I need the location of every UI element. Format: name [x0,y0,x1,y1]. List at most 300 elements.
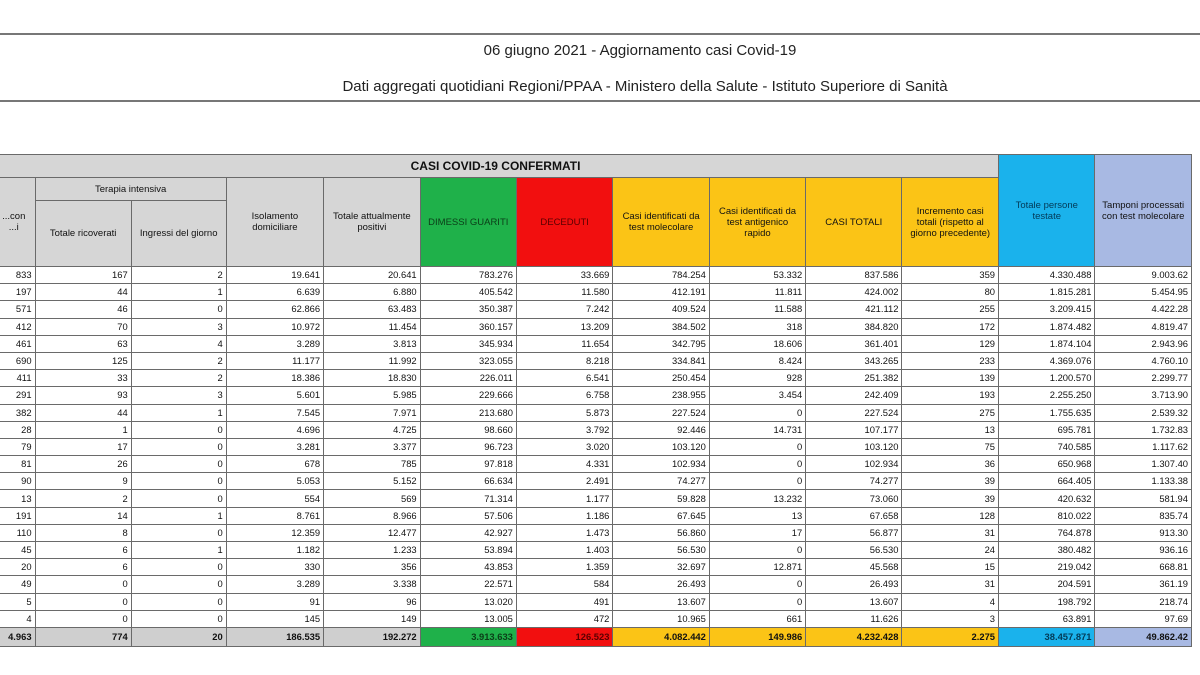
table-cell: 1.186 [516,507,613,524]
table-cell: 409.524 [613,301,709,318]
table-cell: 4.331 [516,456,613,473]
table-cell: 5.053 [226,473,323,490]
table-cell: 928 [709,370,805,387]
col-header-persone-testate: Totale persone testate [999,155,1095,267]
table-cell: 661 [709,610,805,627]
table-cell: 4 [902,593,999,610]
table-cell: 650.968 [999,456,1095,473]
table-cell: 57.506 [420,507,516,524]
table-cell: 7.242 [516,301,613,318]
table-cell: 14.731 [709,421,805,438]
total-cell: 192.272 [324,627,421,646]
table-cell: 1.403 [516,542,613,559]
table-cell: 93 [35,387,131,404]
table-cell: 1.874.104 [999,335,1095,352]
table-cell: 4.819.47 [1095,318,1192,335]
total-cell: 49.862.42 [1095,627,1192,646]
table-cell: 342.795 [613,335,709,352]
table-cell: 0 [131,438,226,455]
table-cell: 67.658 [806,507,902,524]
table-cell: 18.606 [709,335,805,352]
table-cell: 350.387 [420,301,516,318]
table-cell: 412 [0,318,35,335]
table-cell: 569 [324,490,421,507]
table-cell: 11.454 [324,318,421,335]
table-cell: 10.972 [226,318,323,335]
table-cell: 15 [902,559,999,576]
table-cell: 26.493 [806,576,902,593]
table-cell: 28 [0,421,35,438]
table-cell: 110 [0,524,35,541]
table-cell: 17 [709,524,805,541]
table-cell: 36 [902,456,999,473]
table-cell: 345.934 [420,335,516,352]
table-cell: 56.530 [806,542,902,559]
table-cell: 2.539.32 [1095,404,1192,421]
table-cell: 19.641 [226,267,323,284]
table-row [0,542,1192,559]
table-cell: 66.634 [420,473,516,490]
table-cell: 7.971 [324,404,421,421]
table-cell: 740.585 [999,438,1095,455]
table-cell: 2.255.250 [999,387,1095,404]
total-cell: 774 [35,627,131,646]
table-cell: 810.022 [999,507,1095,524]
table-cell: 783.276 [420,267,516,284]
table-cell: 1 [131,404,226,421]
table-cell: 80 [902,284,999,301]
col-header-attualmente-positivi: Totale attualmente positivi [324,178,421,267]
table-cell: 1.233 [324,542,421,559]
table-cell: 0 [131,301,226,318]
table-cell: 3.813 [324,335,421,352]
table-cell: 45.568 [806,559,902,576]
table-row [0,507,1192,524]
table-cell: 584 [516,576,613,593]
table-cell: 359 [902,267,999,284]
table-cell: 421.112 [806,301,902,318]
table-cell: 56.530 [613,542,709,559]
table-cell: 44 [35,284,131,301]
table-cell: 43.853 [420,559,516,576]
table-cell: 343.265 [806,352,902,369]
table-cell: 330 [226,559,323,576]
table-cell: 291 [0,387,35,404]
table-row [0,421,1192,438]
table-cell: 0 [709,542,805,559]
table-cell: 125 [35,352,131,369]
table-cell: 3.209.415 [999,301,1095,318]
col-header-first: ...con ...i [0,178,35,267]
page-title: 06 giugno 2021 - Aggiornamento casi Covid-19 [483,42,797,59]
table-cell: 1.307.40 [1095,456,1192,473]
col-header-tamponi-molecolare: Tamponi processati con test molecolare [1095,155,1192,267]
table-cell: 3 [131,387,226,404]
table-cell: 275 [902,404,999,421]
table-cell: 81 [0,456,35,473]
table-cell: 233 [902,352,999,369]
table-cell: 2 [131,370,226,387]
table-cell: 218.74 [1095,593,1192,610]
table-cell: 14 [35,507,131,524]
table-cell: 5.873 [516,404,613,421]
table-cell: 4.696 [226,421,323,438]
total-cell: 2.275 [902,627,999,646]
table-cell: 6.758 [516,387,613,404]
table-cell: 0 [131,456,226,473]
table-cell: 10.965 [613,610,709,627]
table-cell: 0 [131,576,226,593]
table-cell: 4.369.076 [999,352,1095,369]
table-cell: 424.002 [806,284,902,301]
table-cell: 31 [902,524,999,541]
table-cell: 9.003.62 [1095,267,1192,284]
table-cell: 1 [131,507,226,524]
table-cell: 1 [131,542,226,559]
table-cell: 13.607 [613,593,709,610]
table-cell: 0 [35,593,131,610]
table-cell: 167 [35,267,131,284]
table-cell: 13.209 [516,318,613,335]
table-cell: 26 [35,456,131,473]
table-cell: 5.454.95 [1095,284,1192,301]
table-cell: 56.877 [806,524,902,541]
table-cell: 11.654 [516,335,613,352]
table-cell: 70 [35,318,131,335]
table-cell: 79 [0,438,35,455]
total-cell: 20 [131,627,226,646]
table-cell: 6 [35,559,131,576]
table-cell: 238.955 [613,387,709,404]
table-cell: 12.871 [709,559,805,576]
table-cell: 90 [0,473,35,490]
table-row [0,284,1192,301]
table-cell: 197 [0,284,35,301]
table-row [0,267,1192,284]
table-row [0,473,1192,490]
table-cell: 39 [902,473,999,490]
table-cell: 695.781 [999,421,1095,438]
table-cell: 33.669 [516,267,613,284]
table-cell: 255 [902,301,999,318]
covid-data-table [0,154,1192,647]
table-cell: 103.120 [613,438,709,455]
table-cell: 128 [902,507,999,524]
table-cell: 1.732.83 [1095,421,1192,438]
total-cell: 4.963 [0,627,35,646]
table-cell: 318 [709,318,805,335]
table-cell: 92.446 [613,421,709,438]
table-cell: 0 [131,473,226,490]
table-cell: 13.020 [420,593,516,610]
table-row [0,610,1192,627]
table-cell: 45 [0,542,35,559]
table-cell: 2.491 [516,473,613,490]
table-cell: 1 [131,284,226,301]
table-cell: 0 [131,593,226,610]
table-row [0,456,1192,473]
total-cell: 4.082.442 [613,627,709,646]
table-cell: 26.493 [613,576,709,593]
table-cell: 913.30 [1095,524,1192,541]
table-cell: 3.281 [226,438,323,455]
table-cell: 0 [709,404,805,421]
table-cell: 42.927 [420,524,516,541]
table-cell: 833 [0,267,35,284]
table-cell: 20 [0,559,35,576]
col-header-casi-totali: CASI TOTALI [806,178,902,267]
col-header-ingressi: Ingressi del giorno [131,201,226,267]
table-row [0,593,1192,610]
table-cell: 936.16 [1095,542,1192,559]
table-cell: 13.005 [420,610,516,627]
table-cell: 31 [902,576,999,593]
col-header-casi-antigenico: Casi identificati da test antigenico rapido [709,178,805,267]
table-cell: 74.277 [806,473,902,490]
table-cell: 8 [35,524,131,541]
table-cell: 63 [35,335,131,352]
table-cell: 39 [902,490,999,507]
table-row [0,404,1192,421]
table-cell: 46 [35,301,131,318]
table-cell: 63.891 [999,610,1095,627]
table-cell: 384.820 [806,318,902,335]
table-cell: 5.152 [324,473,421,490]
total-cell: 38.457.871 [999,627,1095,646]
table-cell: 3.454 [709,387,805,404]
table-cell: 0 [709,593,805,610]
table-cell: 0 [131,610,226,627]
table-cell: 4 [131,335,226,352]
table-cell: 380.482 [999,542,1095,559]
col-header-casi-molecolare: Casi identificati da test molecolare [613,178,709,267]
table-cell: 384.502 [613,318,709,335]
table-cell: 242.409 [806,387,902,404]
table-cell: 103.120 [806,438,902,455]
table-cell: 13.232 [709,490,805,507]
table-cell: 107.177 [806,421,902,438]
table-cell: 361.401 [806,335,902,352]
table-cell: 3.713.90 [1095,387,1192,404]
table-row [0,576,1192,593]
total-cell: 3.913.633 [420,627,516,646]
table-cell: 323.055 [420,352,516,369]
table-cell: 2 [131,352,226,369]
table-cell: 17 [35,438,131,455]
table-row [0,438,1192,455]
table-cell: 56.860 [613,524,709,541]
totals-row [0,627,1192,646]
table-cell: 835.74 [1095,507,1192,524]
table-cell: 13 [0,490,35,507]
table-cell: 412.191 [613,284,709,301]
col-header-dimessi-guariti: DIMESSI GUARITI [420,178,516,267]
col-header-totale-ricoverati: Totale ricoverati [35,201,131,267]
table-cell: 219.042 [999,559,1095,576]
band-header: CASI COVID-19 CONFERMATI [0,155,999,178]
table-cell: 361.19 [1095,576,1192,593]
table-row [0,559,1192,576]
table-cell: 678 [226,456,323,473]
table-row [0,335,1192,352]
table-cell: 420.632 [999,490,1095,507]
table-cell: 251.382 [806,370,902,387]
table-cell: 334.841 [613,352,709,369]
table-cell: 8.218 [516,352,613,369]
table-cell: 2.943.96 [1095,335,1192,352]
table-cell: 461 [0,335,35,352]
table-body [0,267,1192,647]
header-rule [0,100,1200,102]
table-cell: 2 [131,267,226,284]
table-cell: 102.934 [613,456,709,473]
table-cell: 18.386 [226,370,323,387]
table-cell: 3.338 [324,576,421,593]
table-cell: 229.666 [420,387,516,404]
table-cell: 12.359 [226,524,323,541]
table-cell: 32.697 [613,559,709,576]
table-cell: 149 [324,610,421,627]
table-cell: 44 [35,404,131,421]
table-cell: 226.011 [420,370,516,387]
top-rule [0,33,1200,35]
table-cell: 33 [35,370,131,387]
table-cell: 63.483 [324,301,421,318]
table-cell: 3.792 [516,421,613,438]
table-cell: 1.359 [516,559,613,576]
table-cell: 0 [709,576,805,593]
table-cell: 102.934 [806,456,902,473]
col-header-incremento: Incremento casi totali (rispetto al giorno precedente) [902,178,999,267]
table-cell: 785 [324,456,421,473]
table-cell: 472 [516,610,613,627]
table-cell: 11.177 [226,352,323,369]
table-cell: 2.299.77 [1095,370,1192,387]
table-cell: 213.680 [420,404,516,421]
table-cell: 139 [902,370,999,387]
total-cell: 4.232.428 [806,627,902,646]
page-subtitle: Dati aggregati quotidiani Regioni/PPAA - Ministero della Salute - Istituto Superiore di Sanità [342,78,948,95]
table-cell: 98.660 [420,421,516,438]
table-row [0,352,1192,369]
table-cell: 8.966 [324,507,421,524]
table-row [0,370,1192,387]
table-cell: 18.830 [324,370,421,387]
table-cell: 71.314 [420,490,516,507]
table-cell: 4.330.488 [999,267,1095,284]
table-cell: 97.69 [1095,610,1192,627]
table-cell: 382 [0,404,35,421]
table-cell: 11.811 [709,284,805,301]
table-cell: 0 [131,524,226,541]
table-row [0,387,1192,404]
table-cell: 0 [131,490,226,507]
table-cell: 250.454 [613,370,709,387]
table-cell: 11.992 [324,352,421,369]
table-cell: 5.985 [324,387,421,404]
table-cell: 1 [35,421,131,438]
table-cell: 0 [709,473,805,490]
table-cell: 12.477 [324,524,421,541]
table-cell: 96.723 [420,438,516,455]
table-cell: 4 [0,610,35,627]
table-cell: 5 [0,593,35,610]
total-cell: 186.535 [226,627,323,646]
table-cell: 3.377 [324,438,421,455]
table-row [0,490,1192,507]
table-cell: 49 [0,576,35,593]
total-cell: 149.986 [709,627,805,646]
table-cell: 227.524 [613,404,709,421]
table-cell: 360.157 [420,318,516,335]
table-cell: 5.601 [226,387,323,404]
table-cell: 62.866 [226,301,323,318]
table-cell: 6.639 [226,284,323,301]
table-cell: 13 [902,421,999,438]
table-cell: 3.289 [226,576,323,593]
table-cell: 7.545 [226,404,323,421]
table-cell: 1.182 [226,542,323,559]
table-row [0,318,1192,335]
col-header-deceduti: DECEDUTI [516,178,613,267]
total-cell: 126.523 [516,627,613,646]
table-cell: 3 [902,610,999,627]
table-cell: 227.524 [806,404,902,421]
table-cell: 13 [709,507,805,524]
table-cell: 690 [0,352,35,369]
table-cell: 1.755.635 [999,404,1095,421]
table-cell: 491 [516,593,613,610]
table-cell: 11.588 [709,301,805,318]
table-cell: 6 [35,542,131,559]
table-cell: 0 [709,456,805,473]
table-cell: 53.894 [420,542,516,559]
table-cell: 59.828 [613,490,709,507]
table-cell: 1.815.281 [999,284,1095,301]
table-cell: 581.94 [1095,490,1192,507]
table-cell: 668.81 [1095,559,1192,576]
table-cell: 0 [35,576,131,593]
table-cell: 204.591 [999,576,1095,593]
table-cell: 784.254 [613,267,709,284]
table-cell: 172 [902,318,999,335]
data-table-container [0,154,1200,675]
table-cell: 24 [902,542,999,559]
table-cell: 3 [131,318,226,335]
col-header-isolamento: Isolamento domiciliare [226,178,323,267]
table-cell: 74.277 [613,473,709,490]
table-cell: 13.607 [806,593,902,610]
table-cell: 4.760.10 [1095,352,1192,369]
table-cell: 4.725 [324,421,421,438]
table-cell: 11.626 [806,610,902,627]
table-row [0,301,1192,318]
table-cell: 1.200.570 [999,370,1095,387]
table-cell: 4.422.28 [1095,301,1192,318]
table-cell: 8.761 [226,507,323,524]
table-cell: 2 [35,490,131,507]
table-cell: 0 [709,438,805,455]
table-cell: 0 [131,421,226,438]
table-cell: 3.289 [226,335,323,352]
table-cell: 3.020 [516,438,613,455]
table-cell: 1.177 [516,490,613,507]
table-cell: 1.874.482 [999,318,1095,335]
table-cell: 571 [0,301,35,318]
table-cell: 20.641 [324,267,421,284]
table-cell: 6.541 [516,370,613,387]
table-cell: 67.645 [613,507,709,524]
